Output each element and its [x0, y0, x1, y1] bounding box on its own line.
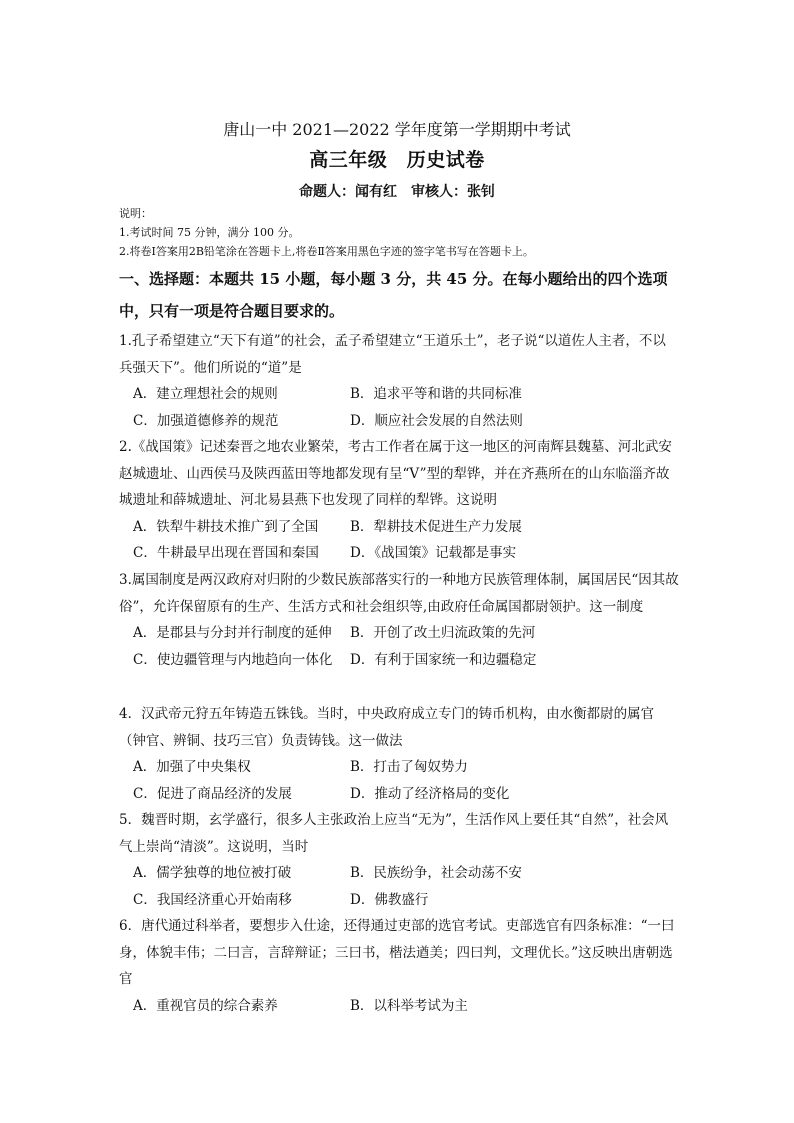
- question-stem: 3.属国制度是两汉政府对归附的少数民族部落实行的一种地方民族管理体制，属国居民“因其故俗”，允许保留原有的生产、生活方式和社会组织等,由政府任命属国都尉领护。这一制度: [119, 572, 679, 615]
- question-stem: 4．汉武帝元狩五年铸造五铢钱。当时，中央政府成立专门的铸币机构，由水衡都尉的属官（钟官、辨铜、技巧三官）负责铸钱。这一做法: [119, 706, 655, 749]
- question-6: [119, 913, 679, 1019]
- instruction-line-1: 1.考试时间 75 分钟，满分 100 分。: [119, 226, 300, 239]
- question-3: [119, 567, 679, 673]
- option-b: B．打击了匈奴势力: [350, 759, 468, 775]
- option-grid: [119, 754, 679, 807]
- option-a: A．重视官员的综合素养: [133, 997, 278, 1014]
- option-d: D．推动了经济格局的变化: [350, 785, 510, 802]
- section-heading: 一、选择题：本题共 15 小题，每小题 3 分，共 45 分。在每小题给出的四个选项中，只有一项是符合题目要求的。: [119, 270, 668, 320]
- option-grid: [119, 381, 679, 434]
- option-a: A．建立理想社会的规则: [133, 386, 278, 402]
- option-grid: [119, 993, 679, 1020]
- option-a: A．儒学独尊的地位被打破: [133, 865, 292, 881]
- option-c: C．我国经济重心开始南移: [133, 891, 292, 908]
- instruction-line-2: 2.将卷Ⅰ答案用2B铅笔涂在答题卡上,将卷Ⅱ答案用黑色字迹的签字笔书写在答题卡上。: [119, 245, 534, 258]
- option-grid: [119, 860, 679, 913]
- option-c: C．促进了商品经济的发展: [133, 785, 292, 802]
- option-a: A．铁犁牛耕技术推广到了全国: [133, 518, 319, 535]
- option-a: A．是郡县与分封并行制度的延伸: [133, 625, 332, 641]
- option-b: B．追求平等和谐的共同标准: [350, 386, 522, 402]
- question-stem: 1.孔子希望建立“天下有道”的社会，孟子希望建立“王道乐土”，老子说“以道佐人主者，不以兵强天下”。他们所说的“道”是: [119, 333, 666, 376]
- question-stem: 5．魏晋时期，玄学盛行，很多人主张政治上应当“无为”，生活作风上要任其“自然”，社会风气上崇尚“清淡”。这说明，当时: [119, 812, 669, 855]
- question-5: [119, 807, 679, 913]
- exam-subtitle: 高三年级 历史试卷: [309, 149, 485, 171]
- question-stem: 2.《战国策》记述秦晋之地农业繁荣，考古工作者在属于这一地区的河南辉县魏墓、河北武安赵城遗址、山西侯马及陕西蓝田等地都发现有呈“V”型的犁铧，并在齐燕所在的山东临淄齐故城遗址和薛城遗址、河北易县燕下也发现了同样的犁铧。这说明: [119, 439, 672, 508]
- question-1: [119, 328, 679, 434]
- option-a: A．加强了中央集权: [133, 759, 251, 775]
- option-b: B．开创了改土归流政策的先河: [350, 625, 536, 641]
- question-stem: 6．唐代通过科举者，要想步入仕途，还得通过吏部的选官考试。吏部选官有四条标准：“一曰身，体貌丰伟；二曰言，言辞辩证；三曰书，楷法遒美；四曰判，文理优长。”这反映出唐朝选官: [119, 918, 675, 987]
- option-b: B．以科举考试为主: [350, 997, 468, 1014]
- option-b: B．民族纷争，社会动荡不安: [350, 865, 522, 881]
- option-d: D．有利于国家统一和边疆稳定: [350, 651, 537, 668]
- option-b: B．犁耕技术促进生产力发展: [350, 518, 522, 535]
- option-grid: [119, 620, 679, 673]
- option-c: C．使边疆管理与内地趋向一体化: [133, 651, 333, 668]
- option-d: D．顺应社会发展的自然法则: [350, 412, 523, 429]
- question-2: [119, 434, 679, 567]
- exam-authors: 命题人：闻有红 审核人：张钊: [299, 184, 495, 200]
- option-c: C．加强道德修养的规范: [133, 412, 279, 429]
- exam-title: 唐山一中 2021—2022 学年度第一学期期中考试: [223, 120, 571, 139]
- option-grid: [119, 514, 679, 567]
- instructions: [119, 204, 534, 261]
- option-c: C．牛耕最早出现在晋国和秦国: [133, 545, 319, 561]
- question-4: [119, 701, 679, 807]
- option-d: D．佛教盛行: [350, 891, 429, 908]
- instructions-heading: 说明：: [119, 207, 152, 220]
- option-d: D．《战国策》记载都是事实: [350, 545, 517, 561]
